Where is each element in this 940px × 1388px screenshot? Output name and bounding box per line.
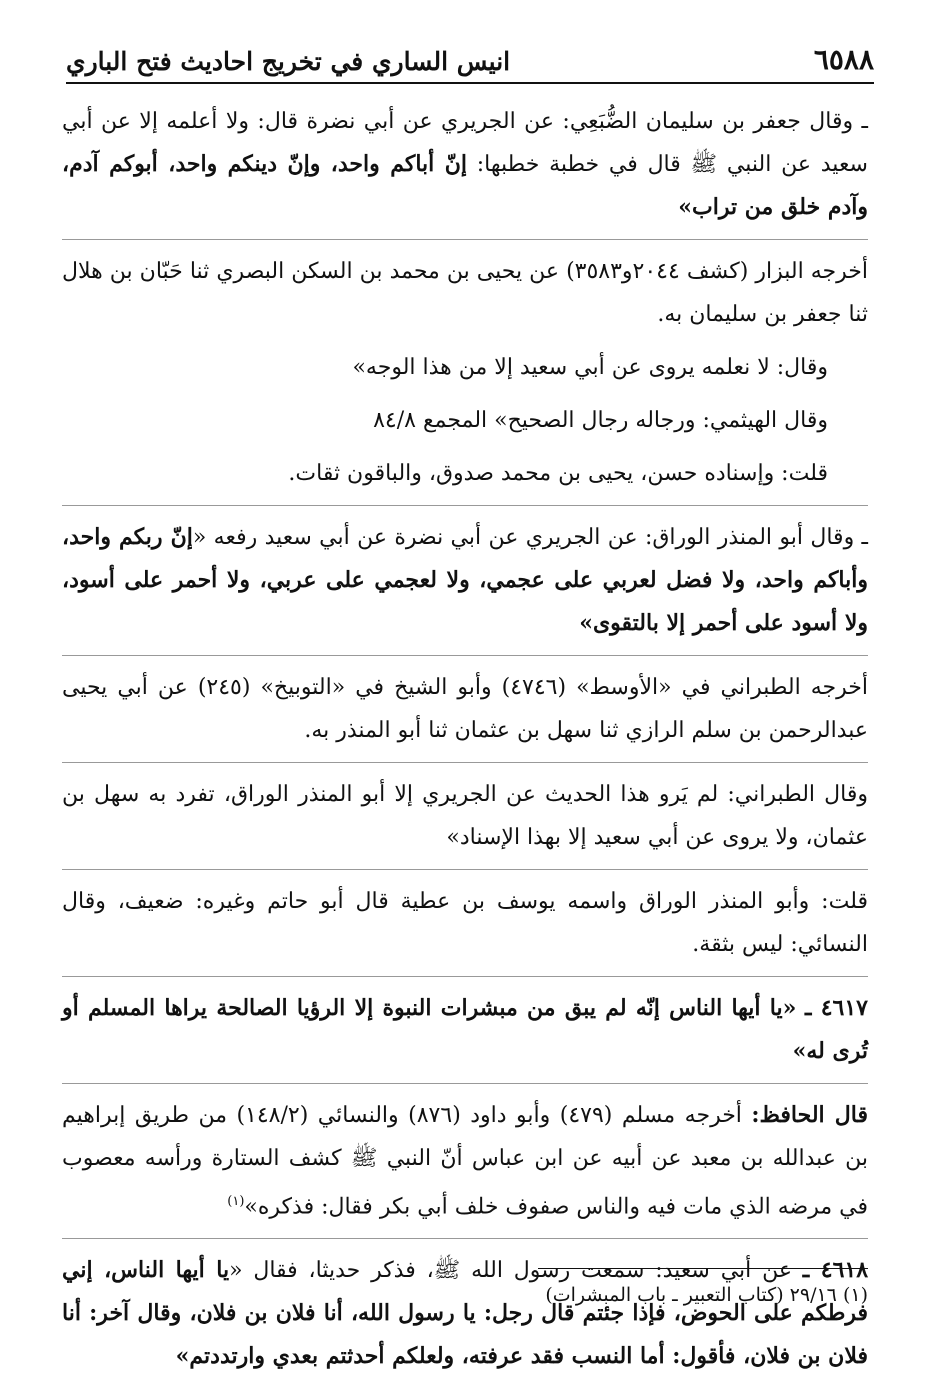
hadith-number: ٤٦١٨ ـ: [802, 1257, 869, 1284]
paragraph-6: ـ وقال أبو المنذر الوراق: عن الجريري عن أبي نضرة عن أبي سعيد رفعه «إنّ ربكم واحد، وأباكم واحد، ولا فضل لعربي على عجمي، ولا لعجمي على عربي، ولا أحمر على أسود، ولا أسود على أحمر إلا بالتقوى»: [62, 524, 868, 636]
paragraph-1: ـ وقال جعفر بن سليمان الضُّبَعِي: عن الجريري عن أبي نضرة قال: ولا أعلمه إلا عن أبي سعيد عن النبي ﷺ قال في خطبة خطبها: إنّ أباكم واحد، وإنّ دينكم واحد، أبوكم آدم، وآدم خلق من تراب»: [62, 109, 868, 220]
paragraph-5: قلت: وإسناده حسن، يحيى بن محمد صدوق، والباقون ثقات.: [288, 461, 828, 486]
hadith-4618: ٤٦١٨ ـ عن أبي سعيد: سمعت رسول الله ﷺ، فذكر حديثا، فقال «يا أيها الناس، إني فرطكم على الحوض، فإذا جئتم قال رجل: يا رسول الله، أنا فلان بن فلان، وقال آخر: أنا فلان بن فلان، فأقول: أما النسب فقد عرفته، ولعلكم أحدثتم بعدي وارتددتم»: [62, 1257, 869, 1370]
footnote-rule: [538, 1268, 868, 1269]
main-text: [62, 100, 868, 1388]
footnote-ref: (١): [227, 1194, 245, 1209]
hadith-number: ٤٦١٧ ـ: [805, 995, 868, 1021]
paragraph-divider: [62, 239, 868, 240]
paragraph-8: وقال الطبراني: لم يَرو هذا الحديث عن الجريري إلا أبو المنذر الوراق، تفرد به سهل بن عثمان، ولا يروى عن أبي سعيد إلا بهذا الإسناد»: [62, 782, 868, 850]
book-title: انيس الساري في تخريج احاديث فتح الباري: [66, 47, 511, 76]
page-number: ٦٥٨٨: [813, 43, 874, 76]
paragraph-divider: [62, 1238, 868, 1239]
footnote-marker: (١): [842, 1284, 868, 1306]
paragraph-9: قلت: وأبو المنذر الوراق واسمه يوسف بن عطية قال أبو حاتم وغيره: ضعيف، وقال النسائي: ليس بثقة.: [62, 889, 868, 957]
paragraph-divider: [62, 869, 868, 870]
paragraph-4: وقال الهيثمي: ورجاله رجال الصحيح» المجمع ٨٤/٨: [373, 408, 828, 433]
paragraph-divider: [62, 655, 868, 656]
footnote: [62, 1280, 868, 1310]
paragraph-divider: [62, 762, 868, 763]
running-header: [66, 38, 874, 84]
paragraph-divider: [62, 1083, 868, 1084]
paragraph-hafiz: قال الحافظ: أخرجه مسلم (٤٧٩) وأبو داود (٨٧٦) والنسائي (١٤٨/٢) من طريق إبراهيم بن عبدالله بن معبد عن أبيه عن ابن عباس أنّ النبي ﷺ كشف الستارة ورأسه معصوب في مرضه الذي مات فيه والناس صفوف خلف أبي بكر فقال: فذكره»$^{(١)}$: [62, 1102, 868, 1220]
paragraph-3: وقال: لا نعلمه يروى عن أبي سعيد إلا من هذا الوجه»: [352, 355, 828, 380]
paragraph-divider: [62, 505, 868, 506]
paragraph-7: أخرجه الطبراني في «الأوسط» (٤٧٤٦) وأبو الشيخ في «التوبيخ» (٢٤٥) عن أبي يحيى عبدالرحمن بن سلم الرازي ثنا سهل بن عثمان ثنا أبو المنذر به.: [62, 675, 868, 743]
hadith-4617: ٤٦١٧ ـ «يا أيها الناس إنّه لم يبق من مبشرات النبوة إلا الرؤيا الصالحة يراها المسلم أو تُرى له»: [62, 995, 868, 1064]
paragraph-2: أخرجه البزار (كشف ٢٠٤٤و٣٥٨٣) عن يحيى بن محمد بن السكن البصري ثنا حَبّان بن هلال ثنا جعفر بن سليمان به.: [62, 259, 868, 327]
paragraph-divider: [62, 976, 868, 977]
footnote-text: ٢٩/١٦ (كتاب التعبير ـ باب المبشرات): [545, 1284, 837, 1306]
